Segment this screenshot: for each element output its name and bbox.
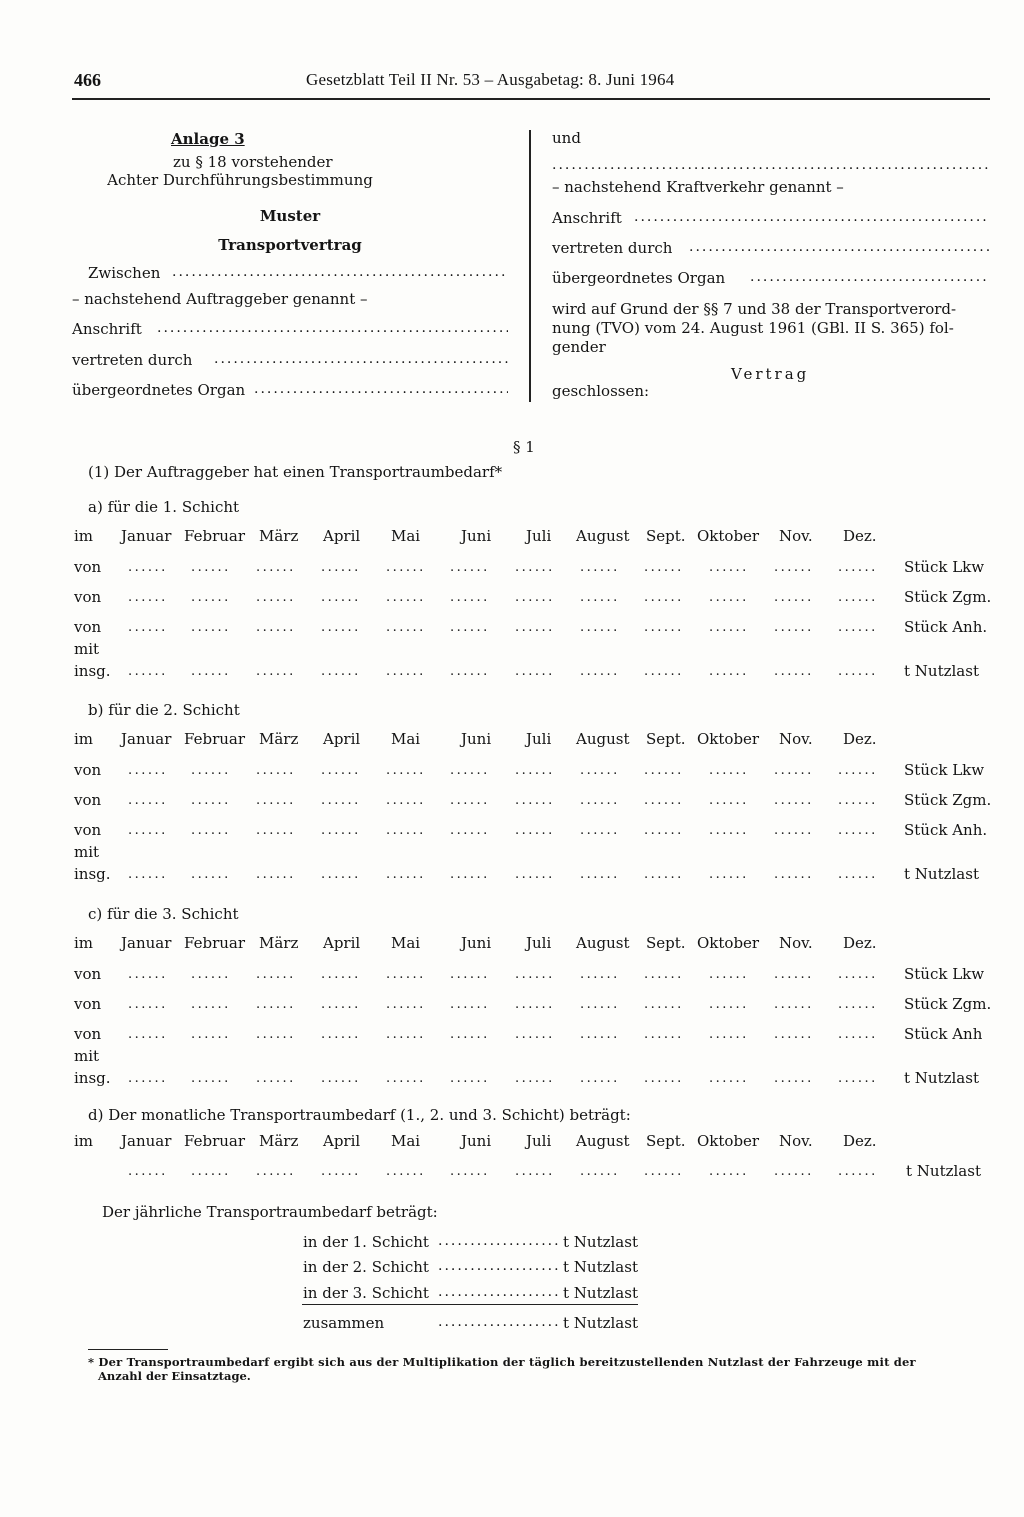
shift2-lkw-cell[interactable] <box>838 763 884 778</box>
und-label: und <box>552 129 581 147</box>
shift3-lkw-cell[interactable] <box>450 967 496 982</box>
shift1-anh-cell[interactable] <box>128 620 174 635</box>
monthly-nutzlast-cell[interactable] <box>838 1164 884 1179</box>
shift3-zgm-cell[interactable] <box>321 997 367 1012</box>
right-vertreten-label: vertreten durch <box>552 239 673 257</box>
shift3-nutzlast-cell[interactable] <box>128 1071 174 1086</box>
geschlossen-label: geschlossen: <box>552 382 650 400</box>
shift2-month-header: Juni <box>461 730 492 748</box>
shift1-zgm-cell[interactable] <box>774 590 820 605</box>
monthly-nutzlast-cell[interactable] <box>450 1164 496 1179</box>
shift3-nutzlast-cell[interactable] <box>191 1071 237 1086</box>
shift2-month-header: Mai <box>391 730 421 748</box>
shift3-month-header: Juni <box>461 934 492 952</box>
auftraggeber-note: – nachstehend Auftraggeber genannt – <box>72 290 368 308</box>
shift1-lkw-cell[interactable] <box>256 560 302 575</box>
shift3-zgm-cell[interactable] <box>256 997 302 1012</box>
monthly-month-header: Mai <box>391 1132 421 1150</box>
shift3-zgm-cell[interactable] <box>128 997 174 1012</box>
shift2-anh-cell[interactable] <box>128 823 174 838</box>
shift2-anh-cell[interactable] <box>580 823 626 838</box>
monthly-month-header: Februar <box>184 1132 246 1150</box>
shift2-month-header: April <box>323 730 361 748</box>
shift1-zgm-cell[interactable] <box>580 590 626 605</box>
shift2-month-header: Sept. <box>646 730 686 748</box>
shift2-lkw-cell[interactable] <box>515 763 561 778</box>
shift1-month-header: Juni <box>461 527 492 545</box>
yearly-total-field[interactable] <box>438 1314 560 1330</box>
shift2-month-header: Januar <box>121 730 172 748</box>
shift3-zgm-cell[interactable] <box>191 997 237 1012</box>
intro-line3: gender <box>552 338 606 356</box>
yearly-shift1-label: in der 1. Schicht <box>303 1233 429 1251</box>
shift3-nutzlast-cell[interactable] <box>580 1071 626 1086</box>
shift1-month-header: März <box>259 527 299 545</box>
yearly-total-label: zusammen <box>303 1314 385 1332</box>
monthly-nutzlast-cell[interactable] <box>256 1164 302 1179</box>
shift1-insg-label: insg. <box>74 662 111 680</box>
shift3-lkw-cell[interactable] <box>580 967 626 982</box>
shift1-lkw-cell[interactable] <box>321 560 367 575</box>
shift3-nutzlast-cell[interactable] <box>838 1071 884 1086</box>
shift2-zgm-cell[interactable] <box>386 793 432 808</box>
yearly-shift2-field[interactable] <box>438 1258 560 1274</box>
shift1-nutzlast-cell[interactable] <box>191 664 237 679</box>
shift2-shift-label: b) für die 2. Schicht <box>88 701 240 719</box>
yearly-shift2-label: in der 2. Schicht <box>303 1258 429 1276</box>
zwischen-field[interactable] <box>172 264 508 280</box>
zwischen-label: Zwischen <box>88 264 161 282</box>
shift3-month-header: Januar <box>121 934 172 952</box>
shift2-lkw-cell[interactable] <box>256 763 302 778</box>
shift1-zgm-cell[interactable] <box>386 590 432 605</box>
shift2-nutzlast-cell[interactable] <box>644 867 690 882</box>
shift3-nutzlast-cell[interactable] <box>709 1071 755 1086</box>
shift3-von-label: von <box>74 965 102 983</box>
shift2-month-header: Oktober <box>697 730 760 748</box>
shift2-unit-nutzlast: t Nutzlast <box>904 865 979 883</box>
monthly-month-header: Nov. <box>779 1132 813 1150</box>
shift2-nutzlast-cell[interactable] <box>450 867 496 882</box>
shift3-month-header: Mai <box>391 934 421 952</box>
yearly-heading: Der jährliche Transportraumbedarf beträgt: <box>102 1203 438 1221</box>
yearly-shift1-unit: t Nutzlast <box>563 1233 638 1251</box>
shift1-anh-cell[interactable] <box>774 620 820 635</box>
shift3-zgm-cell[interactable] <box>386 997 432 1012</box>
right-organ-label: übergeordnetes Organ <box>552 269 726 287</box>
shift1-zgm-cell[interactable] <box>450 590 496 605</box>
shift2-nutzlast-cell[interactable] <box>128 867 174 882</box>
monthly-month-header: Oktober <box>697 1132 760 1150</box>
shift1-zgm-cell[interactable] <box>515 590 561 605</box>
monthly-nutzlast-cell[interactable] <box>644 1164 690 1179</box>
shift1-zgm-cell[interactable] <box>838 590 884 605</box>
shift1-anh-cell[interactable] <box>644 620 690 635</box>
shift2-nutzlast-cell[interactable] <box>256 867 302 882</box>
shift2-month-header: Nov. <box>779 730 813 748</box>
right-anschrift-label: Anschrift <box>552 209 622 227</box>
monthly-nutzlast-cell[interactable] <box>709 1164 755 1179</box>
shift1-zgm-cell[interactable] <box>256 590 302 605</box>
shift3-month-header: Juli <box>526 934 552 952</box>
shift3-unit-anh: Stück Anh <box>904 1025 983 1043</box>
shift1-month-header: Oktober <box>697 527 760 545</box>
yearly-total-unit: t Nutzlast <box>563 1314 638 1332</box>
footnote-line1: * Der Transportraumbedarf ergibt sich aus der Multiplikation der täglich bereitzustellenden Nutzlast der Fahrzeuge mit der <box>88 1355 916 1369</box>
shift3-anh-cell[interactable] <box>644 1027 690 1042</box>
shift2-nutzlast-cell[interactable] <box>774 867 820 882</box>
shift2-anh-cell[interactable] <box>644 823 690 838</box>
yearly-shift2-unit: t Nutzlast <box>563 1258 638 1276</box>
shift3-zgm-cell[interactable] <box>644 997 690 1012</box>
right-anschrift-field[interactable] <box>634 209 990 225</box>
shift1-lkw-cell[interactable] <box>515 560 561 575</box>
im-label: im <box>74 1132 94 1150</box>
shift2-unit-zgm: Stück Zgm. <box>904 791 992 809</box>
monthly-month-header: Sept. <box>646 1132 686 1150</box>
shift3-lkw-cell[interactable] <box>644 967 690 982</box>
shift3-unit-nutzlast: t Nutzlast <box>904 1069 979 1087</box>
monthly-month-header: Juli <box>526 1132 552 1150</box>
left-organ-label: übergeordnetes Organ <box>72 381 246 399</box>
kraftverkehr-name-field[interactable] <box>552 157 990 173</box>
shift2-von-label: von <box>74 791 102 809</box>
shift1-anh-cell[interactable] <box>386 620 432 635</box>
shift3-lkw-cell[interactable] <box>515 967 561 982</box>
shift3-month-header: Nov. <box>779 934 813 952</box>
shift2-month-header: Dez. <box>843 730 877 748</box>
shift1-unit-anh: Stück Anh. <box>904 618 988 636</box>
shift2-nutzlast-cell[interactable] <box>386 867 432 882</box>
shift3-unit-lkw: Stück Lkw <box>904 965 985 983</box>
shift3-nutzlast-cell[interactable] <box>774 1071 820 1086</box>
left-anschrift-field[interactable] <box>157 320 508 336</box>
shift2-month-header: Februar <box>184 730 246 748</box>
shift3-zgm-cell[interactable] <box>774 997 820 1012</box>
shift2-anh-cell[interactable] <box>709 823 755 838</box>
paragraph-heading: § 1 <box>513 438 535 456</box>
shift3-anh-cell[interactable] <box>450 1027 496 1042</box>
monthly-nutzlast-cell[interactable] <box>321 1164 367 1179</box>
shift1-lkw-cell[interactable] <box>644 560 690 575</box>
shift3-month-header: August <box>576 934 630 952</box>
shift3-nutzlast-cell[interactable] <box>515 1071 561 1086</box>
header-rule <box>72 98 990 100</box>
shift1-unit-lkw: Stück Lkw <box>904 558 985 576</box>
yearly-shift1-field[interactable] <box>438 1233 560 1249</box>
shift1-month-header: Juli <box>526 527 552 545</box>
shift1-month-header: Januar <box>121 527 172 545</box>
right-vertreten-field[interactable] <box>689 239 990 255</box>
shift1-nutzlast-cell[interactable] <box>709 664 755 679</box>
shift2-lkw-cell[interactable] <box>709 763 755 778</box>
shift1-nutzlast-cell[interactable] <box>321 664 367 679</box>
shift2-nutzlast-cell[interactable] <box>709 867 755 882</box>
shift1-anh-cell[interactable] <box>709 620 755 635</box>
shift2-zgm-cell[interactable] <box>128 793 174 808</box>
shift3-unit-zgm: Stück Zgm. <box>904 995 992 1013</box>
monthly-nutzlast-cell[interactable] <box>386 1164 432 1179</box>
shift2-nutzlast-cell[interactable] <box>321 867 367 882</box>
shift1-month-header: April <box>323 527 361 545</box>
shift1-lkw-cell[interactable] <box>386 560 432 575</box>
shift1-month-header: Februar <box>184 527 246 545</box>
left-organ-field[interactable] <box>254 381 508 397</box>
shift3-mit-label: mit <box>74 1047 100 1065</box>
shift1-anh-cell[interactable] <box>515 620 561 635</box>
monthly-total-label: d) Der monatliche Transportraumbedarf (1., 2. und 3. Schicht) beträgt: <box>88 1106 631 1124</box>
shift2-unit-anh: Stück Anh. <box>904 821 988 839</box>
monthly-nutzlast-cell[interactable] <box>774 1164 820 1179</box>
shift1-nutzlast-cell[interactable] <box>256 664 302 679</box>
shift1-zgm-cell[interactable] <box>321 590 367 605</box>
shift2-nutzlast-cell[interactable] <box>838 867 884 882</box>
shift3-zgm-cell[interactable] <box>838 997 884 1012</box>
shift3-anh-cell[interactable] <box>128 1027 174 1042</box>
shift3-nutzlast-cell[interactable] <box>450 1071 496 1086</box>
shift2-anh-cell[interactable] <box>450 823 496 838</box>
shift3-anh-cell[interactable] <box>321 1027 367 1042</box>
monthly-month-header: März <box>259 1132 299 1150</box>
shift1-anh-cell[interactable] <box>256 620 302 635</box>
shift2-nutzlast-cell[interactable] <box>191 867 237 882</box>
shift2-lkw-cell[interactable] <box>128 763 174 778</box>
shift3-anh-cell[interactable] <box>580 1027 626 1042</box>
shift3-month-header: Dez. <box>843 934 877 952</box>
shift1-anh-cell[interactable] <box>838 620 884 635</box>
shift1-month-header: Sept. <box>646 527 686 545</box>
monthly-unit-nutzlast: t Nutzlast <box>906 1162 981 1180</box>
shift2-zgm-cell[interactable] <box>644 793 690 808</box>
shift1-zgm-cell[interactable] <box>191 590 237 605</box>
shift3-lkw-cell[interactable] <box>256 967 302 982</box>
intro-line1: wird auf Grund der §§ 7 und 38 der Transportverord- <box>552 300 957 318</box>
shift1-nutzlast-cell[interactable] <box>580 664 626 679</box>
vertrag-label: Vertrag <box>731 365 810 383</box>
shift1-anh-cell[interactable] <box>580 620 626 635</box>
monthly-month-header: April <box>323 1132 361 1150</box>
yearly-sum-rule <box>302 1304 638 1305</box>
monthly-month-header: Dez. <box>843 1132 877 1150</box>
shift3-zgm-cell[interactable] <box>450 997 496 1012</box>
shift3-month-header: April <box>323 934 361 952</box>
shift1-lkw-cell[interactable] <box>838 560 884 575</box>
im-label: im <box>74 934 94 952</box>
im-label: im <box>74 527 94 545</box>
shift1-nutzlast-cell[interactable] <box>128 664 174 679</box>
yearly-shift3-unit: t Nutzlast <box>563 1284 638 1302</box>
shift1-von-label: von <box>74 558 102 576</box>
shift2-anh-cell[interactable] <box>386 823 432 838</box>
monthly-month-header: August <box>576 1132 630 1150</box>
shift1-nutzlast-cell[interactable] <box>774 664 820 679</box>
item-1-text: (1) Der Auftraggeber hat einen Transportraumbedarf* <box>88 463 503 481</box>
shift2-lkw-cell[interactable] <box>644 763 690 778</box>
shift1-mit-label: mit <box>74 640 100 658</box>
shift2-mit-label: mit <box>74 843 100 861</box>
shift3-month-header: Oktober <box>697 934 760 952</box>
shift2-month-header: August <box>576 730 630 748</box>
shift1-lkw-cell[interactable] <box>580 560 626 575</box>
shift2-zgm-cell[interactable] <box>774 793 820 808</box>
yearly-shift3-label: in der 3. Schicht <box>303 1284 429 1302</box>
shift3-lkw-cell[interactable] <box>191 967 237 982</box>
annex-ref-line1: zu § 18 vorstehender <box>173 153 333 171</box>
shift2-zgm-cell[interactable] <box>191 793 237 808</box>
shift1-shift-label: a) für die 1. Schicht <box>88 498 240 516</box>
intro-line2: nung (TVO) vom 24. August 1961 (GBl. II S. 365) fol- <box>552 319 954 337</box>
shift3-anh-cell[interactable] <box>256 1027 302 1042</box>
shift2-insg-label: insg. <box>74 865 111 883</box>
shift1-lkw-cell[interactable] <box>450 560 496 575</box>
shift1-nutzlast-cell[interactable] <box>450 664 496 679</box>
footnote-line2: Anzahl der Einsatztage. <box>98 1369 251 1383</box>
shift3-zgm-cell[interactable] <box>515 997 561 1012</box>
yearly-shift3-field[interactable] <box>438 1284 560 1300</box>
shift1-lkw-cell[interactable] <box>191 560 237 575</box>
left-vertreten-label: vertreten durch <box>72 351 193 369</box>
shift2-zgm-cell[interactable] <box>838 793 884 808</box>
shift1-anh-cell[interactable] <box>450 620 496 635</box>
shift2-lkw-cell[interactable] <box>386 763 432 778</box>
shift2-zgm-cell[interactable] <box>321 793 367 808</box>
shift2-lkw-cell[interactable] <box>580 763 626 778</box>
shift1-anh-cell[interactable] <box>191 620 237 635</box>
shift2-zgm-cell[interactable] <box>515 793 561 808</box>
shift1-month-header: Dez. <box>843 527 877 545</box>
shift1-zgm-cell[interactable] <box>709 590 755 605</box>
shift3-von-label: von <box>74 995 102 1013</box>
monthly-month-header: Juni <box>461 1132 492 1150</box>
shift1-lkw-cell[interactable] <box>774 560 820 575</box>
annex-title: Anlage 3 <box>171 130 245 148</box>
shift1-von-label: von <box>74 588 102 606</box>
kraftverkehr-note: – nachstehend Kraftverkehr genannt – <box>552 178 844 196</box>
shift2-zgm-cell[interactable] <box>256 793 302 808</box>
running-title: Gesetzblatt Teil II Nr. 53 – Ausgabetag: 8. Juni 1964 <box>306 70 675 89</box>
shift3-lkw-cell[interactable] <box>128 967 174 982</box>
monthly-nutzlast-cell[interactable] <box>128 1164 174 1179</box>
monthly-month-header: Januar <box>121 1132 172 1150</box>
shift2-anh-cell[interactable] <box>321 823 367 838</box>
shift3-lkw-cell[interactable] <box>838 967 884 982</box>
shift1-month-header: Mai <box>391 527 421 545</box>
shift2-anh-cell[interactable] <box>191 823 237 838</box>
shift2-zgm-cell[interactable] <box>580 793 626 808</box>
monthly-nutzlast-cell[interactable] <box>580 1164 626 1179</box>
shift3-month-header: Februar <box>184 934 246 952</box>
shift2-anh-cell[interactable] <box>838 823 884 838</box>
shift1-lkw-cell[interactable] <box>709 560 755 575</box>
shift2-month-header: März <box>259 730 299 748</box>
shift3-nutzlast-cell[interactable] <box>386 1071 432 1086</box>
shift1-unit-nutzlast: t Nutzlast <box>904 662 979 680</box>
shift3-lkw-cell[interactable] <box>321 967 367 982</box>
shift3-anh-cell[interactable] <box>838 1027 884 1042</box>
shift2-anh-cell[interactable] <box>515 823 561 838</box>
doc-title: Transportvertrag <box>218 236 362 254</box>
shift2-anh-cell[interactable] <box>256 823 302 838</box>
shift2-lkw-cell[interactable] <box>450 763 496 778</box>
shift3-lkw-cell[interactable] <box>774 967 820 982</box>
left-anschrift-label: Anschrift <box>72 320 142 338</box>
shift3-anh-cell[interactable] <box>386 1027 432 1042</box>
shift2-month-header: Juli <box>526 730 552 748</box>
shift3-nutzlast-cell[interactable] <box>256 1071 302 1086</box>
shift3-anh-cell[interactable] <box>709 1027 755 1042</box>
shift3-anh-cell[interactable] <box>774 1027 820 1042</box>
shift2-nutzlast-cell[interactable] <box>580 867 626 882</box>
shift1-month-header: Nov. <box>779 527 813 545</box>
monthly-nutzlast-cell[interactable] <box>191 1164 237 1179</box>
shift2-anh-cell[interactable] <box>774 823 820 838</box>
shift2-zgm-cell[interactable] <box>709 793 755 808</box>
shift3-nutzlast-cell[interactable] <box>644 1071 690 1086</box>
shift2-nutzlast-cell[interactable] <box>515 867 561 882</box>
shift3-lkw-cell[interactable] <box>386 967 432 982</box>
shift3-month-header: März <box>259 934 299 952</box>
shift2-von-label: von <box>74 761 102 779</box>
shift1-von-label: von <box>74 618 102 636</box>
shift3-zgm-cell[interactable] <box>709 997 755 1012</box>
shift1-month-header: August <box>576 527 630 545</box>
shift3-month-header: Sept. <box>646 934 686 952</box>
shift2-lkw-cell[interactable] <box>191 763 237 778</box>
muster-label: Muster <box>259 207 321 225</box>
shift2-lkw-cell[interactable] <box>774 763 820 778</box>
shift1-anh-cell[interactable] <box>321 620 367 635</box>
shift3-insg-label: insg. <box>74 1069 111 1087</box>
shift2-zgm-cell[interactable] <box>450 793 496 808</box>
annex-ref-line2: Achter Durchführungsbestimmung <box>107 171 373 189</box>
page-number: 466 <box>74 70 101 90</box>
monthly-nutzlast-cell[interactable] <box>515 1164 561 1179</box>
shift1-nutzlast-cell[interactable] <box>386 664 432 679</box>
left-vertreten-field[interactable] <box>214 351 508 367</box>
shift3-anh-cell[interactable] <box>191 1027 237 1042</box>
shift3-lkw-cell[interactable] <box>709 967 755 982</box>
shift1-zgm-cell[interactable] <box>644 590 690 605</box>
shift3-nutzlast-cell[interactable] <box>321 1071 367 1086</box>
shift1-unit-zgm: Stück Zgm. <box>904 588 992 606</box>
shift2-lkw-cell[interactable] <box>321 763 367 778</box>
footnote-rule <box>88 1349 168 1350</box>
shift3-von-label: von <box>74 1025 102 1043</box>
shift3-zgm-cell[interactable] <box>580 997 626 1012</box>
shift1-lkw-cell[interactable] <box>128 560 174 575</box>
shift1-zgm-cell[interactable] <box>128 590 174 605</box>
shift3-anh-cell[interactable] <box>515 1027 561 1042</box>
shift2-unit-lkw: Stück Lkw <box>904 761 985 779</box>
shift3-shift-label: c) für die 3. Schicht <box>88 905 239 923</box>
shift1-nutzlast-cell[interactable] <box>838 664 884 679</box>
column-divider <box>529 130 531 402</box>
im-label: im <box>74 730 94 748</box>
shift1-nutzlast-cell[interactable] <box>644 664 690 679</box>
shift1-nutzlast-cell[interactable] <box>515 664 561 679</box>
right-organ-field[interactable] <box>750 269 990 285</box>
shift2-von-label: von <box>74 821 102 839</box>
